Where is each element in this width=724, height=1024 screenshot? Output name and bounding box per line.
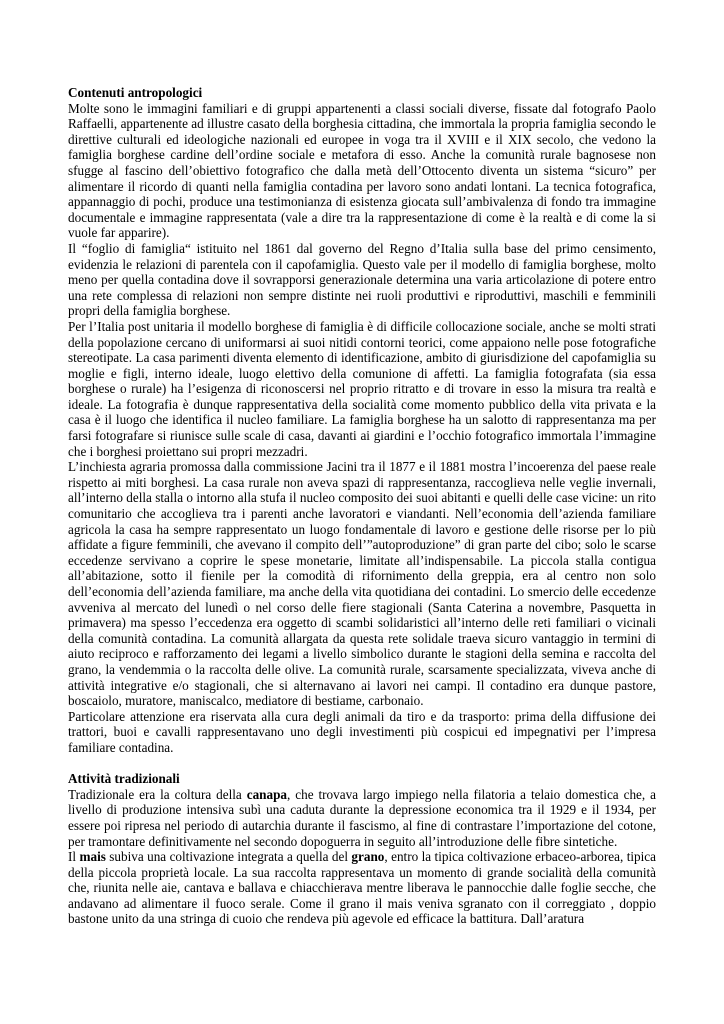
section-contenuti-antropologici bbox=[68, 85, 656, 756]
paragraph bbox=[68, 459, 656, 709]
section-attivita-tradizionali bbox=[68, 771, 656, 927]
text-run: Particolare attenzione era riservata alla cura degli animali da tiro e da trasporto: prima della diffusione dei trattori, buoi e cavalli rappresentavano uno degli investimenti più cospicui ed impegnativi per l’impresa familiare contadina. bbox=[68, 708, 656, 755]
bold-term: canapa bbox=[246, 786, 288, 802]
bold-term: mais bbox=[79, 849, 106, 865]
paragraph bbox=[68, 787, 656, 849]
text-run: Per l’Italia post unitaria il modello borghese di famiglia è di difficile collocazione sociale, anche se molti strati della popolazione cercano di uniformarsi ai suoi nitidi contorni teorici, come appaiono nelle pose fotografiche stereotipate. La casa parimenti diventa elemento di identificazione, ambito di giurisdizione del capofamiglia su moglie e figli, interno ideale, luogo elettivo della comunione di affetti. La famiglia fotografata (sia essa borghese o rurale) ha l’esigenza di riconoscersi nel proprio ritratto e di trovare in esso la misura tra realtà e ideale. La fotografia è dunque rappresentativa della socialità come momento pubblico della vita privata e la casa è il luogo che identifica il nucleo familiare. La famiglia borghese ha un salotto di rappresentanza ma per farsi fotografare si riunisce sulle scale di casa, davanti ai giardini e l’occhio fotografico immortala l’immagine che i borghesi proiettano sui propri mezzadri. bbox=[68, 318, 656, 459]
text-run: Molte sono le immagini familiari e di gruppi appartenenti a classi sociali diverse, fissate dal fotografo Paolo Raffaelli, appartenente ad illustre casato della borghesia cittadina, che immortala la propria famiglia secondo le direttive culturali ed ideologiche nazionali ed europee in voga tra il XVIII e il XIX secolo, che vedono la famiglia borghese cardine dell’ordine sociale e metafora di esso. Anche la comunità rurale bagnosese non sfugge al fascino dell’obiettivo fotografico che dalla metà dell’Ottocento diventa un sistema “sicuro” per alimentare il ricordo di quanti nella famiglia contadina per lavoro sono andati lontani. La tecnica fotografica, appannaggio di pochi, produce una testimonianza di esistenza giocata sull’ambivalenza di fondo tra immagine documentale e immagine rappresentata (vale a dire tra la rappresentazione di come è la realtà e di come la si vuole far apparire). bbox=[68, 100, 656, 241]
paragraph bbox=[68, 319, 656, 459]
document-page bbox=[68, 85, 656, 927]
paragraph bbox=[68, 101, 656, 241]
text-run: Il “foglio di famiglia“ istituito nel 1861 dal governo del Regno d’Italia sulla base del primo censimento, evidenzia le relazioni di parentela con il capofamiglia. Questo vale per il modello di famiglia borghese, molto meno per quella contadina dove il sovrapporsi generazionale determina una varia articolazione di potere entro una rete complessa di relazioni non sempre distinte nei ruoli produttivi e riproduttivi, maschili e femminili propri della famiglia borghese. bbox=[68, 240, 656, 319]
section-heading: Contenuti antropologici bbox=[68, 85, 203, 100]
text-run: subiva una coltivazione integrata a quella del bbox=[105, 849, 352, 865]
section-body bbox=[68, 101, 656, 756]
text-run: , entro la tipica coltivazione erbaceo-arborea, tipica della piccola proprietà locale. La sua raccolta rappresentava un momento di grande socialità della comunità che, riunita nelle aie, cantava e ballava e chiacchierava mentre liberava le pannocchie dalle foglie secche, che andavano ad alimentare il fuoco serale. Come il grano il mais veniva sgranato con il correggiato , doppio bastone unito da una stringa di cuoio che rendeva più agevole ed efficace la battitura. Dall’aratura bbox=[68, 849, 657, 927]
paragraph bbox=[68, 849, 656, 927]
paragraph bbox=[68, 709, 656, 756]
text-run: , che trovava largo impiego nella filatoria a telaio domestica che, a livello di produzione intensiva subì una caduta durante la depressione economica tra il 1929 e il 1934, per essere poi ripresa nel periodo di autarchia durante il fascismo, al fine di contrastare l’importazione del cotone, per tramontare definitivamente nel secondo dopoguerra in seguito all’introduzione delle fibre sintetiche. bbox=[68, 786, 656, 849]
bold-term: grano bbox=[351, 849, 385, 865]
section-body bbox=[68, 787, 656, 927]
text-run: Il bbox=[68, 849, 80, 865]
paragraph bbox=[68, 241, 656, 319]
section-heading: Attività tradizionali bbox=[68, 771, 180, 787]
text-run: L’inchiesta agraria promossa dalla commissione Jacini tra il 1877 e il 1881 mostra l’incoerenza del paese reale rispetto ai miti borghesi. La casa rurale non aveva spazi di rappresentanza, raccoglieva nelle veglie invernali, all’interno della stalla o intorno alla stufa il nucleo composito dei suoi abitanti e quelli delle case vicine: un rito comunitario che accoglieva tra i parenti anche lavoratori e viandanti. Nell’economia dell’azienda familiare agricola la casa ha sempre rappresentato un luogo fondamentale di lavoro e gestione delle risorse per lo più affidate a figure femminili, che avevano il compito dell’”autoproduzione” di gran parte del cibo; solo le scarse eccedenze servivano a coprire le spese monetarie, limitate all’indispensabile. La piccola stalla contigua all’abitazione, sotto il fienile per la comodità di rifornimento della greppia, era al centro non solo dell’economia dell’azienda familiare, ma anche della vita quotidiana dei contadini. Lo smercio delle eccedenze avveniva al mercato del lunedì o nel corso delle fiere stagionali (Santa Caterina a novembre, Pasquetta in primavera) ma spesso l’eccedenza era oggetto di scambi solidaristici all’interno delle reti familiari o vicinali della comunità contadina. La comunità allargata da questa rete solidale traeva sicuro vantaggio in termini di aiuto reciproco e rafforzamento dei legami a livello simbolico durante le stagioni della semina e raccolta del grano, la vendemmia o la raccolta delle olive. La comunità rurale, scarsamente specializzata, viveva anche di attività integrative e/o stagionali, che si alternavano ai lavori nei campi. Il contadino era dunque pastore, boscaiolo, muratore, maniscalco, mediatore di bestiame, carbonaio. bbox=[68, 459, 656, 709]
text-run: Tradizionale era la coltura della bbox=[68, 786, 247, 802]
